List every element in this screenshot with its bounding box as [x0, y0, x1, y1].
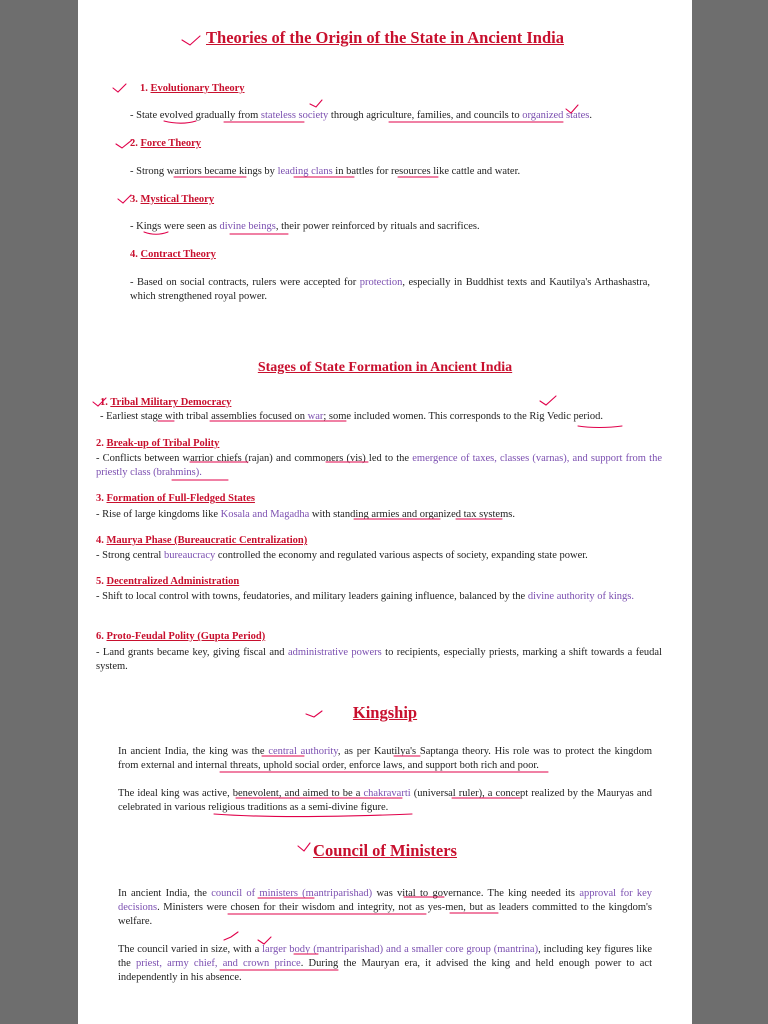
highlighted-text: organized states: [522, 110, 590, 121]
council-paragraph-1: [118, 887, 652, 929]
text-run: The ideal king was active, benevolent, and aimed to be a: [118, 788, 364, 799]
text-run: .: [589, 110, 592, 121]
theory-text-1: [130, 109, 650, 123]
text-run: , including key figures like the: [118, 944, 652, 969]
text-run: ; some included women. This corresponds to the Rig Vedic period.: [323, 411, 603, 422]
text-run: to recipients, especially priests, marking a shift towards a feudal system.: [96, 647, 662, 672]
check-council-size: [224, 932, 238, 940]
highlighted-text: leading clans: [277, 166, 333, 177]
kingship-paragraph-1: [118, 745, 652, 773]
theory-heading-1: 1. Evolutionary Theory: [140, 83, 245, 94]
stage-heading-5: 5. Decentralized Administration: [96, 576, 240, 587]
highlighted-text: protection: [359, 277, 403, 288]
highlighted-text: administrative powers: [287, 647, 382, 658]
highlighted-text: central authority: [268, 746, 338, 757]
text-run: In ancient India, the: [118, 888, 212, 899]
text-run: - Earliest stage with tribal assemblies focused on: [100, 411, 308, 422]
highlighted-text: Kosala and Magadha: [220, 509, 310, 520]
highlighted-text: priest, army chief, and crown prince: [136, 958, 301, 969]
stages-section-title: Stages of State Formation in Ancient India: [257, 360, 513, 375]
document-page: [78, 0, 692, 1024]
stage-heading-2: 2. Break-up of Tribal Polity: [96, 438, 220, 449]
text-run: - Kings were seen as: [130, 221, 220, 232]
stage-heading-4: 4. Maurya Phase (Bureaucratic Centralization): [96, 535, 308, 546]
highlighted-text: larger body (mantriparishad) and a smaller core group (mantrina): [262, 944, 539, 955]
text-run: in battles for resources like cattle and water.: [332, 166, 521, 177]
theory-heading-4: 4. Contract Theory: [130, 249, 216, 260]
highlighted-text: chakravarti: [363, 788, 411, 799]
text-run: In ancient India, the king was the: [118, 746, 269, 757]
check-theory-1: [113, 84, 126, 92]
highlighted-text: emergence of taxes, classes (varnas), and support from the priestly class (brahmins).: [96, 453, 662, 478]
stage-text-4: [96, 549, 662, 563]
text-run: - Strong central: [96, 550, 164, 561]
stage-text-1: [100, 410, 662, 424]
text-run: , their power reinforced by rituals and sacrifices.: [275, 221, 480, 232]
kingship-paragraph-2: [118, 787, 652, 815]
underline-11: [578, 426, 622, 428]
highlighted-text: divine beings: [219, 221, 276, 232]
text-run: The council varied in size, with a: [118, 944, 263, 955]
highlighted-text: approval for key decisions: [118, 888, 653, 913]
text-run: - Strong warriors became kings by: [130, 166, 278, 177]
stage-text-6: [96, 646, 662, 674]
text-run: - Based on social contracts, rulers were accepted for: [130, 277, 360, 288]
council-paragraph-2: [118, 943, 652, 985]
text-run: controlled the economy and regulated various aspects of society, expanding state power.: [215, 550, 588, 561]
text-run: (universal ruler), a concept realized by the Mauryas and celebrated in various religious traditions as a semi-divine figure.: [118, 788, 652, 813]
council-section-title: Council of Ministers: [313, 841, 457, 860]
highlighted-text: divine authority of kings.: [527, 591, 634, 602]
text-run: , as per Kautilya's Saptanga theory. His role was to protect the kingdom from external and internal threats, uphold social order, enforce laws, and support both rich and poor.: [118, 746, 652, 771]
stage-text-5: [96, 590, 662, 604]
theory-heading-3: 3. Mystical Theory: [130, 194, 215, 205]
text-run: - State evolved gradually from: [130, 110, 261, 121]
highlighted-text: war: [307, 411, 324, 422]
theory-heading-2: 2. Force Theory: [130, 138, 202, 149]
highlighted-text: council of ministers (mantriparishad): [211, 888, 373, 899]
text-run: through agriculture, families, and councils to: [328, 110, 523, 121]
page-title: Theories of the Origin of the State in Ancient India: [206, 28, 564, 47]
stage-heading-6: 6. Proto-Feudal Polity (Gupta Period): [96, 631, 266, 642]
text-run: with standing armies and organized tax systems.: [309, 509, 515, 520]
stage-text-2: [96, 452, 662, 480]
text-run: . Ministers were chosen for their wisdom and integrity, not as yes-men, but as leaders committed to the kingdom's welfare.: [118, 902, 652, 927]
stage-text-3: [96, 508, 662, 522]
theory-text-2: [130, 165, 650, 179]
text-run: - Conflicts between warrior chiefs (rajan) and commoners (vis) led to the: [96, 453, 413, 464]
stage-heading-3: 3. Formation of Full-Fledged States: [96, 493, 255, 504]
theory-text-4: [130, 276, 650, 304]
stage-heading-1: 1. Tribal Military Democracy: [100, 397, 232, 408]
kingship-section-title: Kingship: [352, 703, 418, 722]
check-society: [310, 100, 322, 107]
text-run: - Shift to local control with towns, feudatories, and military leaders gaining influence, balanced by the: [96, 591, 528, 602]
text-run: - Land grants became key, giving fiscal and: [96, 647, 288, 658]
highlighted-text: bureaucracy: [163, 550, 216, 561]
text-run: . During the Mauryan era, it advised the king and held enough power to act independently in his absence.: [118, 958, 652, 983]
text-run: was vital to governance. The king needed its: [372, 888, 580, 899]
text-run: , especially in Buddhist texts and Kautilya's Arthashastra, which strengthened royal power.: [130, 277, 650, 302]
check-stage-1b: [540, 396, 556, 405]
highlighted-text: stateless society: [260, 110, 329, 121]
text-run: - Rise of large kingdoms like: [96, 509, 221, 520]
theory-text-3: [130, 220, 650, 234]
